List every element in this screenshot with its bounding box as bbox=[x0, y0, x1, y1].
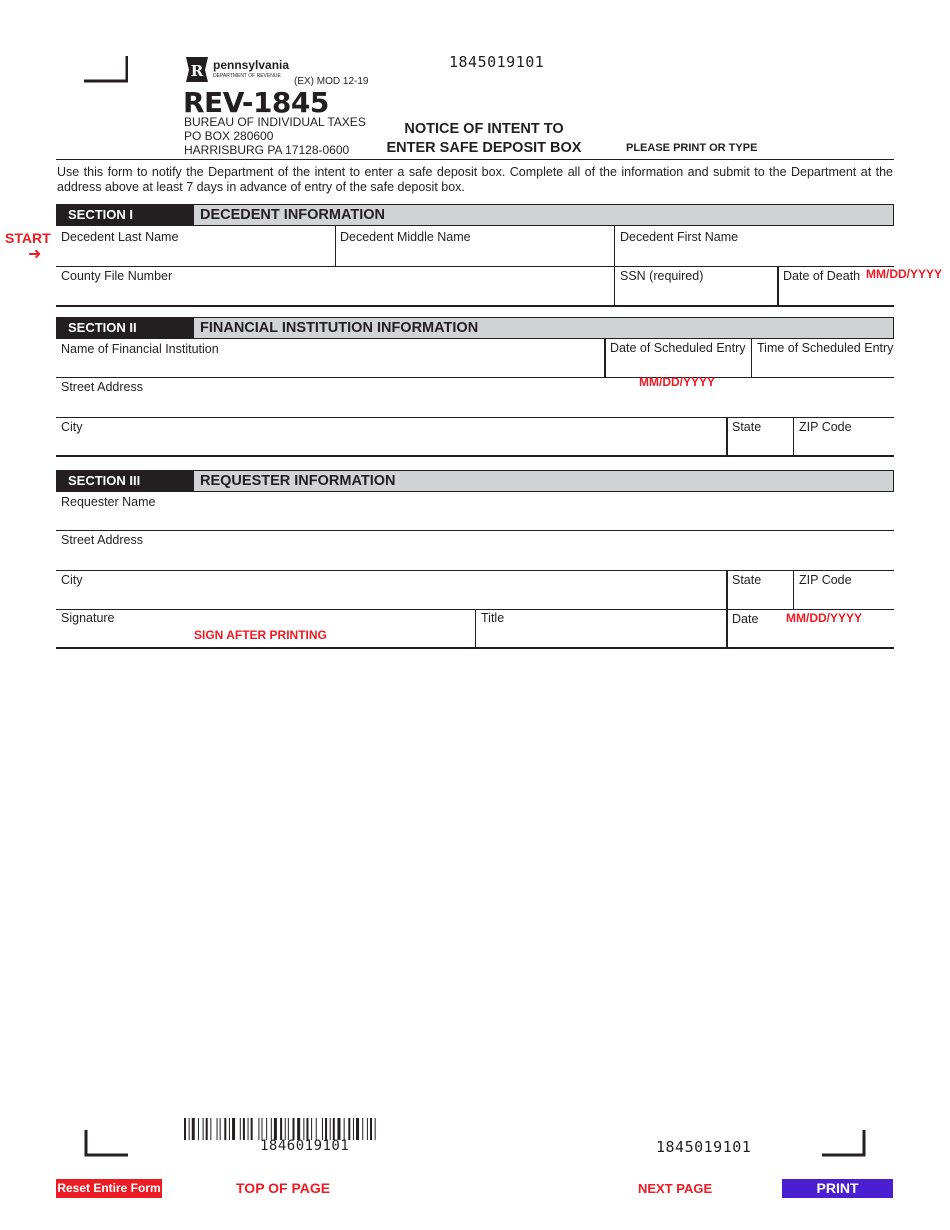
section-1-title: DECEDENT INFORMATION bbox=[200, 207, 386, 223]
row-divider bbox=[56, 266, 894, 267]
section-1-header bbox=[56, 204, 894, 226]
header-divider bbox=[56, 159, 894, 160]
signature-field[interactable]: Signature bbox=[61, 611, 115, 625]
requester-name-field[interactable]: Requester Name bbox=[61, 495, 156, 509]
divider bbox=[793, 570, 794, 609]
section-1-tag: SECTION I bbox=[57, 205, 194, 225]
section-2-header bbox=[56, 317, 894, 339]
row-divider bbox=[56, 417, 894, 418]
divider bbox=[335, 226, 336, 266]
institution-street-address-field[interactable]: Street Address bbox=[61, 380, 143, 394]
divider bbox=[726, 417, 728, 456]
divider bbox=[793, 417, 794, 456]
decedent-middle-name-field[interactable]: Decedent Middle Name bbox=[340, 230, 471, 244]
address-line-1: BUREAU OF INDIVIDUAL TAXES bbox=[184, 115, 366, 129]
scheduled-entry-time-field[interactable]: Time of Scheduled Entry bbox=[757, 341, 894, 355]
document-id-top: 1845019101 bbox=[449, 53, 545, 71]
barcode-number: 1846019101 bbox=[260, 1138, 350, 1154]
requester-state-field[interactable]: State bbox=[732, 573, 762, 587]
section-3-tag: SECTION III bbox=[57, 471, 194, 491]
section-2-bottom-rule bbox=[56, 455, 894, 457]
ssn-field[interactable]: SSN (required) bbox=[620, 269, 704, 283]
registration-mark-bottom-left bbox=[84, 1130, 128, 1158]
section-2-tag: SECTION II bbox=[57, 318, 194, 338]
sign-after-printing-note: SIGN AFTER PRINTING bbox=[194, 628, 327, 642]
address-line-3: HARRISBURG PA 17128-0600 bbox=[184, 143, 350, 157]
address-line-2: PO BOX 280600 bbox=[184, 129, 274, 143]
next-page-link[interactable]: NEXT PAGE bbox=[638, 1181, 713, 1196]
form-title bbox=[360, 120, 608, 158]
form-number: REV-1845 bbox=[183, 86, 329, 119]
date-of-death-format-hint: MM/DD/YYYY bbox=[866, 267, 943, 281]
reset-form-button[interactable]: Reset Entire Form bbox=[56, 1179, 162, 1198]
department-name: DEPARTMENT OF REVENUE bbox=[213, 73, 281, 79]
divider bbox=[604, 339, 606, 378]
document-id-bottom: 1845019101 bbox=[656, 1138, 752, 1156]
pa-revenue-logo bbox=[184, 56, 304, 84]
form-revision: (EX) MOD 12-19 bbox=[294, 76, 369, 87]
decedent-first-name-field[interactable]: Decedent First Name bbox=[620, 230, 739, 244]
svg-text:R: R bbox=[190, 62, 204, 80]
signature-date-format-hint: MM/DD/YYYY bbox=[786, 611, 863, 625]
divider bbox=[751, 339, 752, 378]
institution-city-field[interactable]: City bbox=[61, 420, 83, 434]
row-divider bbox=[56, 530, 894, 531]
divider bbox=[475, 609, 476, 648]
form-title-line-1: NOTICE OF INTENT TO bbox=[404, 121, 564, 137]
section-2-title: FINANCIAL INSTITUTION INFORMATION bbox=[200, 320, 479, 336]
requester-street-address-field[interactable]: Street Address bbox=[61, 533, 143, 547]
county-file-number-field[interactable]: County File Number bbox=[61, 269, 173, 283]
row-divider bbox=[56, 570, 894, 571]
start-arrow-icon: ➜ bbox=[28, 246, 42, 263]
section-1-bottom-rule bbox=[56, 305, 894, 307]
registration-mark-top-left bbox=[84, 56, 128, 84]
registration-mark-bottom-right bbox=[822, 1130, 866, 1158]
print-button[interactable]: PRINT bbox=[782, 1179, 893, 1198]
print-note: PLEASE PRINT OR TYPE bbox=[626, 142, 758, 154]
keystone-icon bbox=[184, 56, 210, 83]
start-label: START bbox=[5, 230, 51, 246]
form-title-line-2: ENTER SAFE DEPOSIT BOX bbox=[386, 140, 582, 156]
requester-zip-field[interactable]: ZIP Code bbox=[799, 573, 852, 587]
signature-date-field[interactable]: Date bbox=[732, 612, 759, 626]
decedent-last-name-field[interactable]: Decedent Last Name bbox=[61, 230, 179, 244]
section-3-bottom-rule bbox=[56, 647, 894, 649]
divider bbox=[777, 266, 779, 306]
section-3-title: REQUESTER INFORMATION bbox=[200, 473, 396, 489]
top-of-page-link[interactable]: TOP OF PAGE bbox=[236, 1180, 331, 1196]
scheduled-date-format-hint: MM/DD/YYYY bbox=[639, 375, 716, 389]
section-3-header bbox=[56, 470, 894, 492]
agency-name: pennsylvania bbox=[213, 58, 290, 72]
institution-state-field[interactable]: State bbox=[732, 420, 762, 434]
row-divider bbox=[56, 377, 894, 378]
requester-title-field[interactable]: Title bbox=[481, 611, 505, 625]
date-of-death-field[interactable]: Date of Death bbox=[783, 269, 861, 283]
requester-city-field[interactable]: City bbox=[61, 573, 83, 587]
financial-institution-name-field[interactable]: Name of Financial Institution bbox=[61, 342, 219, 356]
institution-zip-field[interactable]: ZIP Code bbox=[799, 420, 852, 434]
instructions: Use this form to notify the Department of the intent to enter a safe deposit box. Complete all of the information and submit to the Department at the address above at least 7 days in advance of entry of the safe deposit box. bbox=[57, 165, 893, 194]
scheduled-entry-date-field[interactable]: Date of Scheduled Entry bbox=[610, 341, 746, 355]
